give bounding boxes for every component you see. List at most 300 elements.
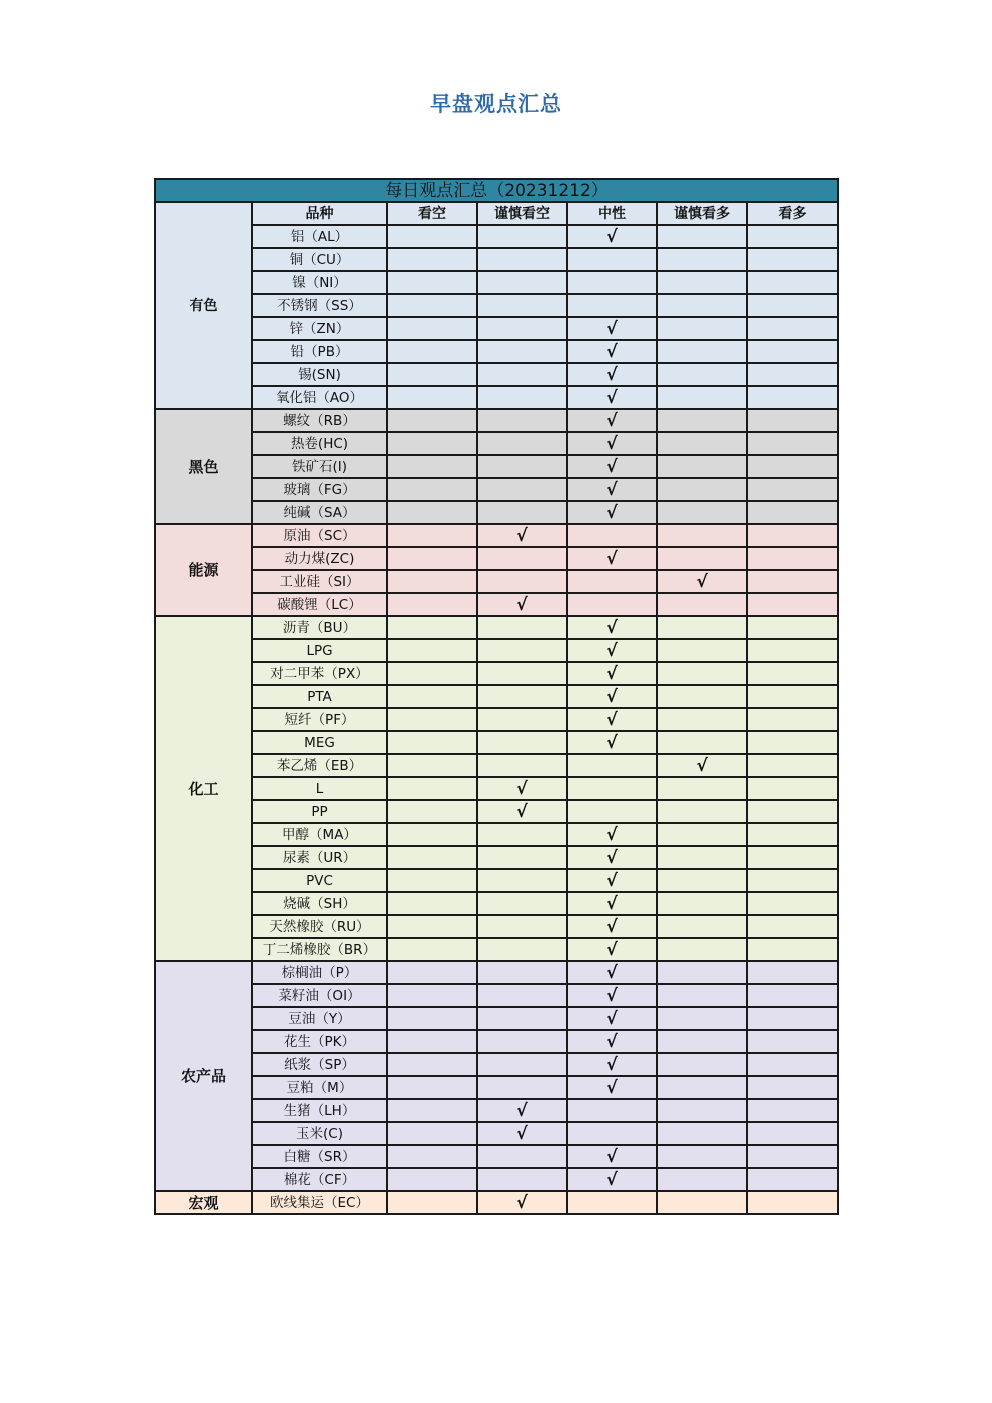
bullish-cell [747, 823, 838, 846]
bullish-cell [747, 248, 838, 271]
bullish-cell [747, 432, 838, 455]
bearish-cell [387, 386, 477, 409]
bullish-cell [747, 294, 838, 317]
bullish-cell [747, 1030, 838, 1053]
cautious-bullish-cell [657, 409, 747, 432]
variety-cell: 铅（PB） [252, 340, 387, 363]
bearish-cell [387, 616, 477, 639]
cautious-bullish-cell [657, 432, 747, 455]
variety-cell: L [252, 777, 387, 800]
check-mark: √ [567, 432, 657, 455]
bullish-cell [747, 961, 838, 984]
cautious-bearish-cell [477, 294, 567, 317]
bullish-cell [747, 915, 838, 938]
bullish-cell [747, 524, 838, 547]
variety-cell: LPG [252, 639, 387, 662]
table-row [155, 823, 838, 846]
cautious-bullish-cell [657, 1122, 747, 1145]
bearish-cell [387, 915, 477, 938]
variety-cell: 铁矿石(I) [252, 455, 387, 478]
bullish-cell [747, 501, 838, 524]
table-row [155, 317, 838, 340]
variety-cell: 丁二烯橡胶（BR） [252, 938, 387, 961]
variety-cell: 棉花（CF） [252, 1168, 387, 1191]
table-row [155, 1030, 838, 1053]
check-mark: √ [567, 363, 657, 386]
table-row [155, 1076, 838, 1099]
variety-cell: 铝（AL） [252, 225, 387, 248]
cautious-bullish-cell [657, 593, 747, 616]
bullish-cell [747, 340, 838, 363]
variety-cell: 豆粕（M） [252, 1076, 387, 1099]
check-mark: √ [567, 1053, 657, 1076]
cautious-bullish-cell [657, 800, 747, 823]
cautious-bullish-cell [657, 524, 747, 547]
bearish-cell [387, 961, 477, 984]
bullish-cell [747, 1122, 838, 1145]
check-mark: √ [477, 777, 567, 800]
bearish-cell [387, 1076, 477, 1099]
check-mark: √ [567, 892, 657, 915]
table-row [155, 708, 838, 731]
bullish-cell [747, 317, 838, 340]
cautious-bearish-cell [477, 363, 567, 386]
bearish-cell [387, 455, 477, 478]
bullish-cell [747, 1168, 838, 1191]
bearish-cell [387, 409, 477, 432]
cautious-bullish-cell [657, 685, 747, 708]
cautious-bearish-cell [477, 1053, 567, 1076]
cautious-bullish-cell [657, 1030, 747, 1053]
table-row [155, 754, 838, 777]
neutral-cell [567, 754, 657, 777]
cautious-bearish-cell [477, 616, 567, 639]
variety-cell: 沥青（BU） [252, 616, 387, 639]
variety-cell: 玻璃（FG） [252, 478, 387, 501]
cautious-bearish-cell [477, 892, 567, 915]
check-mark: √ [477, 800, 567, 823]
table-row [155, 938, 838, 961]
variety-cell: 镍（NI） [252, 271, 387, 294]
bearish-cell [387, 639, 477, 662]
variety-cell: PTA [252, 685, 387, 708]
cautious-bullish-cell [657, 1007, 747, 1030]
variety-cell: 花生（PK） [252, 1030, 387, 1053]
cautious-bullish-cell [657, 225, 747, 248]
cautious-bearish-cell [477, 731, 567, 754]
bullish-cell [747, 869, 838, 892]
variety-cell: 热卷(HC) [252, 432, 387, 455]
check-mark: √ [567, 1007, 657, 1030]
cautious-bullish-cell [657, 455, 747, 478]
bullish-cell [747, 547, 838, 570]
check-mark: √ [567, 501, 657, 524]
neutral-cell [567, 777, 657, 800]
cautious-bearish-cell [477, 754, 567, 777]
table-title: 每日观点汇总（20231212） [155, 179, 838, 202]
table-row [155, 1099, 838, 1122]
bearish-cell [387, 823, 477, 846]
table-row [155, 455, 838, 478]
neutral-cell [567, 248, 657, 271]
table-row [155, 800, 838, 823]
table-row [155, 248, 838, 271]
neutral-cell [567, 1122, 657, 1145]
table-row [155, 984, 838, 1007]
table-row [155, 386, 838, 409]
check-mark: √ [567, 616, 657, 639]
bearish-cell [387, 846, 477, 869]
cautious-bearish-cell [477, 639, 567, 662]
variety-cell: 豆油（Y） [252, 1007, 387, 1030]
check-mark: √ [477, 1191, 567, 1214]
cautious-bearish-cell [477, 340, 567, 363]
bearish-cell [387, 1191, 477, 1214]
table-row [155, 1191, 838, 1214]
variety-cell: MEG [252, 731, 387, 754]
check-mark: √ [657, 570, 747, 593]
bullish-cell [747, 800, 838, 823]
category-youse: 有色 [155, 202, 252, 409]
check-mark: √ [567, 961, 657, 984]
bullish-cell [747, 386, 838, 409]
check-mark: √ [657, 754, 747, 777]
variety-cell: PVC [252, 869, 387, 892]
variety-cell: 天然橡胶（RU） [252, 915, 387, 938]
check-mark: √ [567, 1030, 657, 1053]
bearish-cell [387, 478, 477, 501]
cautious-bullish-cell [657, 386, 747, 409]
cautious-bullish-cell [657, 708, 747, 731]
variety-cell: 工业硅（SI） [252, 570, 387, 593]
table-row [155, 1053, 838, 1076]
bullish-cell [747, 570, 838, 593]
variety-cell: 苯乙烯（EB） [252, 754, 387, 777]
cautious-bullish-cell [657, 984, 747, 1007]
bullish-cell [747, 1053, 838, 1076]
check-mark: √ [567, 846, 657, 869]
bullish-cell [747, 455, 838, 478]
cautious-bullish-cell [657, 340, 747, 363]
cautious-bullish-cell [657, 248, 747, 271]
cautious-bullish-cell [657, 915, 747, 938]
check-mark: √ [477, 593, 567, 616]
cautious-bullish-cell [657, 639, 747, 662]
check-mark: √ [567, 938, 657, 961]
bearish-cell [387, 432, 477, 455]
variety-cell: 纯碱（SA） [252, 501, 387, 524]
cautious-bearish-cell [477, 570, 567, 593]
table-row [155, 340, 838, 363]
check-mark: √ [477, 524, 567, 547]
bearish-cell [387, 892, 477, 915]
cautious-bearish-cell [477, 409, 567, 432]
check-mark: √ [567, 478, 657, 501]
bearish-cell [387, 984, 477, 1007]
bearish-cell [387, 708, 477, 731]
variety-cell: 原油（SC） [252, 524, 387, 547]
check-mark: √ [567, 317, 657, 340]
cautious-bearish-cell [477, 685, 567, 708]
table-row [155, 1145, 838, 1168]
variety-cell: 锡(SN) [252, 363, 387, 386]
bearish-cell [387, 1053, 477, 1076]
cautious-bearish-cell [477, 938, 567, 961]
table-row [155, 524, 838, 547]
bearish-cell [387, 1099, 477, 1122]
check-mark: √ [477, 1099, 567, 1122]
neutral-cell [567, 593, 657, 616]
table-row [155, 547, 838, 570]
table-row [155, 1122, 838, 1145]
neutral-cell [567, 294, 657, 317]
variety-cell: 不锈钢（SS） [252, 294, 387, 317]
column-header-row [155, 202, 838, 225]
bullish-cell [747, 731, 838, 754]
variety-cell: 碳酸锂（LC） [252, 593, 387, 616]
table-row [155, 892, 838, 915]
check-mark: √ [567, 731, 657, 754]
cautious-bullish-cell [657, 294, 747, 317]
table-row [155, 225, 838, 248]
check-mark: √ [567, 984, 657, 1007]
bearish-cell [387, 317, 477, 340]
header-variety-col: 品种 [252, 202, 387, 225]
cautious-bearish-cell [477, 708, 567, 731]
cautious-bullish-cell [657, 869, 747, 892]
bearish-cell [387, 1030, 477, 1053]
check-mark: √ [567, 409, 657, 432]
cautious-bullish-cell [657, 363, 747, 386]
bullish-cell [747, 777, 838, 800]
check-mark: √ [567, 340, 657, 363]
neutral-cell [567, 1099, 657, 1122]
table-row [155, 271, 838, 294]
cautious-bearish-cell [477, 1007, 567, 1030]
bullish-cell [747, 616, 838, 639]
check-mark: √ [567, 1145, 657, 1168]
cautious-bearish-cell [477, 317, 567, 340]
bearish-cell [387, 1007, 477, 1030]
cautious-bullish-cell [657, 662, 747, 685]
cautious-bullish-cell [657, 547, 747, 570]
table-row [155, 685, 838, 708]
cautious-bullish-cell [657, 1191, 747, 1214]
table-row [155, 731, 838, 754]
bullish-cell [747, 271, 838, 294]
bullish-cell [747, 639, 838, 662]
table-row [155, 662, 838, 685]
variety-cell: 生猪（LH） [252, 1099, 387, 1122]
bullish-cell [747, 708, 838, 731]
daily-opinion-table [154, 178, 839, 1215]
header-cautious-bearish-col: 谨慎看空 [477, 202, 567, 225]
table-row [155, 869, 838, 892]
table-row [155, 363, 838, 386]
cautious-bearish-cell [477, 1145, 567, 1168]
bearish-cell [387, 524, 477, 547]
table-row [155, 478, 838, 501]
variety-cell: 短纤（PF） [252, 708, 387, 731]
bearish-cell [387, 271, 477, 294]
check-mark: √ [567, 662, 657, 685]
table-row [155, 777, 838, 800]
variety-cell: 纸浆（SP） [252, 1053, 387, 1076]
bullish-cell [747, 409, 838, 432]
cautious-bullish-cell [657, 1053, 747, 1076]
variety-cell: 氧化铝（AO） [252, 386, 387, 409]
cautious-bearish-cell [477, 547, 567, 570]
bullish-cell [747, 363, 838, 386]
variety-cell: 锌（ZN） [252, 317, 387, 340]
check-mark: √ [567, 386, 657, 409]
bearish-cell [387, 869, 477, 892]
bullish-cell [747, 1007, 838, 1030]
check-mark: √ [567, 708, 657, 731]
table-row [155, 616, 838, 639]
cautious-bullish-cell [657, 823, 747, 846]
cautious-bullish-cell [657, 938, 747, 961]
bearish-cell [387, 1168, 477, 1191]
check-mark: √ [567, 915, 657, 938]
variety-cell: 甲醇（MA） [252, 823, 387, 846]
neutral-cell [567, 524, 657, 547]
check-mark: √ [567, 639, 657, 662]
cautious-bearish-cell [477, 1030, 567, 1053]
variety-cell: 玉米(C) [252, 1122, 387, 1145]
table-row [155, 1168, 838, 1191]
category-heise: 黑色 [155, 409, 252, 524]
variety-cell: 菜籽油（OI） [252, 984, 387, 1007]
cautious-bullish-cell [657, 1168, 747, 1191]
table-row [155, 409, 838, 432]
header-bullish-col: 看多 [747, 202, 838, 225]
cautious-bullish-cell [657, 1145, 747, 1168]
table-row [155, 570, 838, 593]
variety-cell: 动力煤(ZC) [252, 547, 387, 570]
check-mark: √ [567, 455, 657, 478]
table-row [155, 639, 838, 662]
check-mark: √ [567, 547, 657, 570]
table-row [155, 846, 838, 869]
neutral-cell [567, 1191, 657, 1214]
table-row [155, 501, 838, 524]
table-body [155, 202, 838, 1214]
bearish-cell [387, 685, 477, 708]
cautious-bearish-cell [477, 1076, 567, 1099]
page-title: 早盘观点汇总 [430, 92, 562, 116]
variety-cell: PP [252, 800, 387, 823]
bearish-cell [387, 248, 477, 271]
category-huagong: 化工 [155, 616, 252, 961]
bearish-cell [387, 294, 477, 317]
bearish-cell [387, 501, 477, 524]
check-mark: √ [567, 685, 657, 708]
cautious-bearish-cell [477, 984, 567, 1007]
bullish-cell [747, 892, 838, 915]
cautious-bullish-cell [657, 501, 747, 524]
bearish-cell [387, 800, 477, 823]
table-row [155, 593, 838, 616]
check-mark: √ [567, 1076, 657, 1099]
bullish-cell [747, 478, 838, 501]
category-nengyuan: 能源 [155, 524, 252, 616]
variety-cell: 对二甲苯（PX） [252, 662, 387, 685]
neutral-cell [567, 271, 657, 294]
bearish-cell [387, 547, 477, 570]
variety-cell: 白糖（SR） [252, 1145, 387, 1168]
cautious-bullish-cell [657, 731, 747, 754]
bullish-cell [747, 593, 838, 616]
variety-cell: 尿素（UR） [252, 846, 387, 869]
bullish-cell [747, 754, 838, 777]
cautious-bullish-cell [657, 1099, 747, 1122]
cautious-bearish-cell [477, 432, 567, 455]
header-cautious-bullish-col: 谨慎看多 [657, 202, 747, 225]
cautious-bearish-cell [477, 961, 567, 984]
bullish-cell [747, 846, 838, 869]
variety-cell: 欧线集运（EC） [252, 1191, 387, 1214]
bearish-cell [387, 777, 477, 800]
cautious-bearish-cell [477, 386, 567, 409]
cautious-bearish-cell [477, 846, 567, 869]
variety-cell: 棕榈油（P） [252, 961, 387, 984]
cautious-bullish-cell [657, 846, 747, 869]
bullish-cell [747, 1099, 838, 1122]
bullish-cell [747, 984, 838, 1007]
bearish-cell [387, 1122, 477, 1145]
table-row [155, 1007, 838, 1030]
cautious-bearish-cell [477, 823, 567, 846]
check-mark: √ [567, 1168, 657, 1191]
bullish-cell [747, 938, 838, 961]
header-bearish-col: 看空 [387, 202, 477, 225]
bullish-cell [747, 662, 838, 685]
bullish-cell [747, 685, 838, 708]
check-mark: √ [567, 225, 657, 248]
variety-cell: 螺纹（RB） [252, 409, 387, 432]
table-row [155, 915, 838, 938]
bearish-cell [387, 662, 477, 685]
table-row [155, 294, 838, 317]
variety-cell: 烧碱（SH） [252, 892, 387, 915]
category-nongchanpin: 农产品 [155, 961, 252, 1191]
table-row [155, 961, 838, 984]
cautious-bearish-cell [477, 455, 567, 478]
category-hongguan: 宏观 [155, 1191, 252, 1214]
cautious-bullish-cell [657, 892, 747, 915]
cautious-bullish-cell [657, 777, 747, 800]
bullish-cell [747, 1076, 838, 1099]
bullish-cell [747, 1191, 838, 1214]
bearish-cell [387, 593, 477, 616]
bearish-cell [387, 570, 477, 593]
check-mark: √ [477, 1122, 567, 1145]
bearish-cell [387, 731, 477, 754]
bullish-cell [747, 1145, 838, 1168]
bearish-cell [387, 225, 477, 248]
check-mark: √ [567, 869, 657, 892]
bearish-cell [387, 754, 477, 777]
cautious-bearish-cell [477, 271, 567, 294]
cautious-bearish-cell [477, 248, 567, 271]
header-neutral-col: 中性 [567, 202, 657, 225]
cautious-bearish-cell [477, 501, 567, 524]
cautious-bullish-cell [657, 478, 747, 501]
bearish-cell [387, 1145, 477, 1168]
check-mark: √ [567, 823, 657, 846]
cautious-bullish-cell [657, 271, 747, 294]
